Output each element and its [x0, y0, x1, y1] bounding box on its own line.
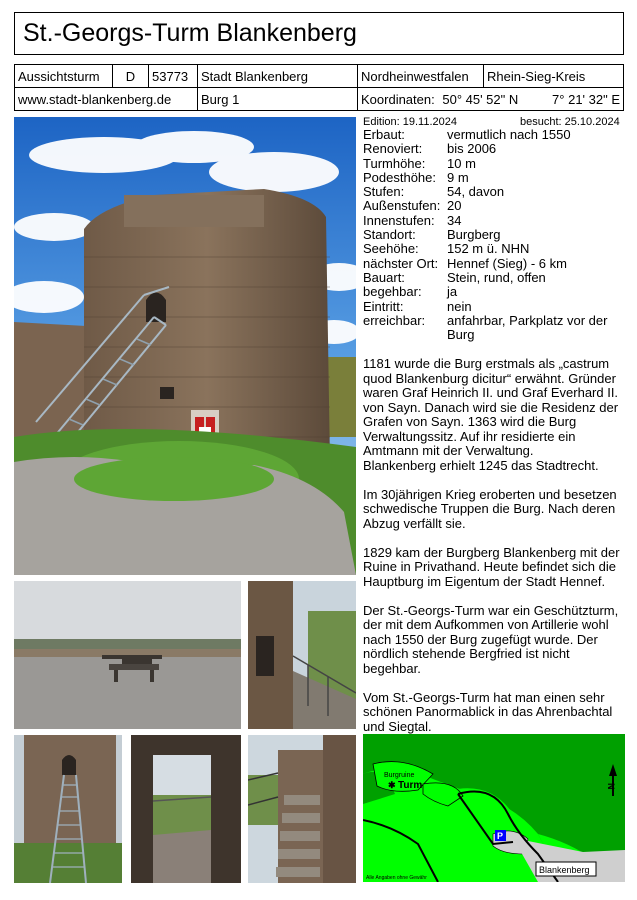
info-row-2 — [15, 88, 624, 111]
fact-row — [363, 228, 628, 242]
website-cell: www.stadt-blankenberg.de — [15, 88, 198, 111]
fact-row — [363, 257, 628, 271]
fact-value: anfahrbar, Parkplatz vor der Burg — [447, 312, 608, 343]
description-paragraph: Vom St.-Georgs-Turm hat man einen sehr schönen Panormablick in das Ahrenbachtal und Siegtal. — [363, 689, 613, 734]
fact-key: Erbaut: — [363, 127, 405, 142]
latitude: 50° 45' 52" N — [442, 91, 519, 107]
title-box — [14, 12, 624, 55]
map-label-town: Blankenberg — [539, 865, 590, 875]
fact-value: 20 — [447, 198, 462, 214]
platform-photo — [14, 581, 241, 729]
fact-value: Burgberg — [447, 227, 501, 243]
fact-value: 9 m — [447, 169, 469, 185]
postal-code-cell: 53773 — [149, 65, 198, 88]
fact-row — [363, 185, 628, 199]
page-title: St.-Georgs-Turm Blankenberg — [23, 19, 357, 47]
fact-value: vermutlich nach 1550 — [447, 127, 571, 142]
north-label: N — [606, 783, 616, 790]
fact-value: bis 2006 — [447, 141, 497, 157]
fact-row — [363, 285, 628, 299]
fact-row — [363, 199, 628, 213]
fact-row — [363, 242, 628, 256]
fact-row — [363, 314, 628, 343]
stone-stairs-photo — [248, 735, 356, 883]
coordinates-label: Koordinaten: — [361, 91, 435, 107]
main-tower-photo — [14, 117, 356, 575]
coordinates-cell — [358, 88, 624, 111]
fact-key: Podesthöhe: — [363, 169, 437, 185]
fact-key: begehbar: — [363, 284, 422, 300]
edition-date: Edition: 19.11.2024 — [363, 116, 457, 128]
location-map — [363, 734, 625, 882]
wall-railing-photo — [248, 581, 356, 729]
fact-value: 10 m — [447, 155, 476, 171]
category-cell: Aussichtsturm — [15, 65, 113, 88]
fact-value: ja — [447, 284, 458, 300]
fact-row — [363, 171, 628, 185]
fact-value: Stein, rund, offen — [447, 269, 546, 285]
fact-key: Turmhöhe: — [363, 155, 426, 171]
district-cell: Rhein-Sieg-Kreis — [484, 65, 624, 88]
map-label-burgruine: Burgruine — [384, 772, 415, 779]
fact-row — [363, 128, 628, 142]
address-cell: Burg 1 — [198, 88, 358, 111]
fact-row — [363, 157, 628, 171]
description-paragraph: 1181 wurde die Burg erstmals als „castrum quod Blankenburg dicitur“ erwähnt. Gründer waren Graf Heinrich II. und Graf Everhard II. von Sayn. Danach wird sie die Residenz der Grafen von Sayn. 1363 wird die Burg Verwaltungssitz. Auf ihr residierte ein Amtmann mit der Verwaltung. Blankenberg erhielt 1245 das Stadtrecht. — [363, 356, 619, 473]
fact-key: Außenstufen: — [363, 198, 441, 214]
fact-key: Innenstufen: — [363, 212, 435, 228]
fact-key: erreichbar: — [363, 312, 426, 328]
facts-list — [363, 128, 628, 342]
map-disclaimer: Alle Angaben ohne Gewähr — [366, 875, 427, 881]
description-paragraph: Der St.-Georgs-Turm war ein Geschützturm, der mit dem Aufkommen von Artillerie wohl nach 1550 der Burg zugefügt wurde. Der nördlich stehende Bergfried ist nicht begehbar. — [363, 602, 619, 676]
map-label-parking: P — [497, 831, 504, 841]
description-paragraph: Im 30jährigen Krieg eroberten und besetzen schwedische Truppen die Burg. Nach deren Abzug verfällt sie. — [363, 486, 617, 531]
description-paragraph: 1829 kam der Burgberg Blankenberg mit der Ruine in Privathand. Heute befindet sich die Hauptburg im Eigentum der Stadt Hennef. — [363, 544, 620, 589]
country-cell: D — [113, 65, 149, 88]
state-cell: Nordheinwestfalen — [358, 65, 484, 88]
fact-key: Renoviert: — [363, 141, 423, 157]
fact-value: Hennef (Sieg) - 6 km — [447, 255, 567, 271]
longitude: 7° 21' 32" E — [552, 91, 620, 107]
map-label-turm: Turm — [398, 780, 423, 791]
interior-doorway-photo — [131, 735, 241, 883]
fact-key: Stufen: — [363, 184, 405, 200]
fact-key: Eintritt: — [363, 298, 404, 314]
fact-key: Standort: — [363, 227, 416, 243]
fact-key: Bauart: — [363, 269, 405, 285]
tower-stair-photo — [14, 735, 122, 883]
map-tower-symbol: ✱ — [388, 780, 396, 790]
fact-key: nächster Ort: — [363, 255, 439, 271]
fact-key: Seehöhe: — [363, 241, 419, 257]
visited-date: besucht: 25.10.2024 — [520, 116, 620, 128]
description — [363, 357, 631, 749]
fact-row — [363, 300, 628, 314]
fact-value: 152 m ü. NHN — [447, 241, 530, 257]
fact-row — [363, 214, 628, 228]
fact-value: nein — [447, 298, 472, 314]
fact-row — [363, 142, 628, 156]
town-cell: Stadt Blankenberg — [198, 65, 358, 88]
info-row-1 — [15, 65, 624, 88]
fact-value: 54, davon — [447, 184, 505, 200]
fact-row — [363, 271, 628, 285]
info-table — [14, 64, 624, 111]
fact-value: 34 — [447, 212, 462, 228]
